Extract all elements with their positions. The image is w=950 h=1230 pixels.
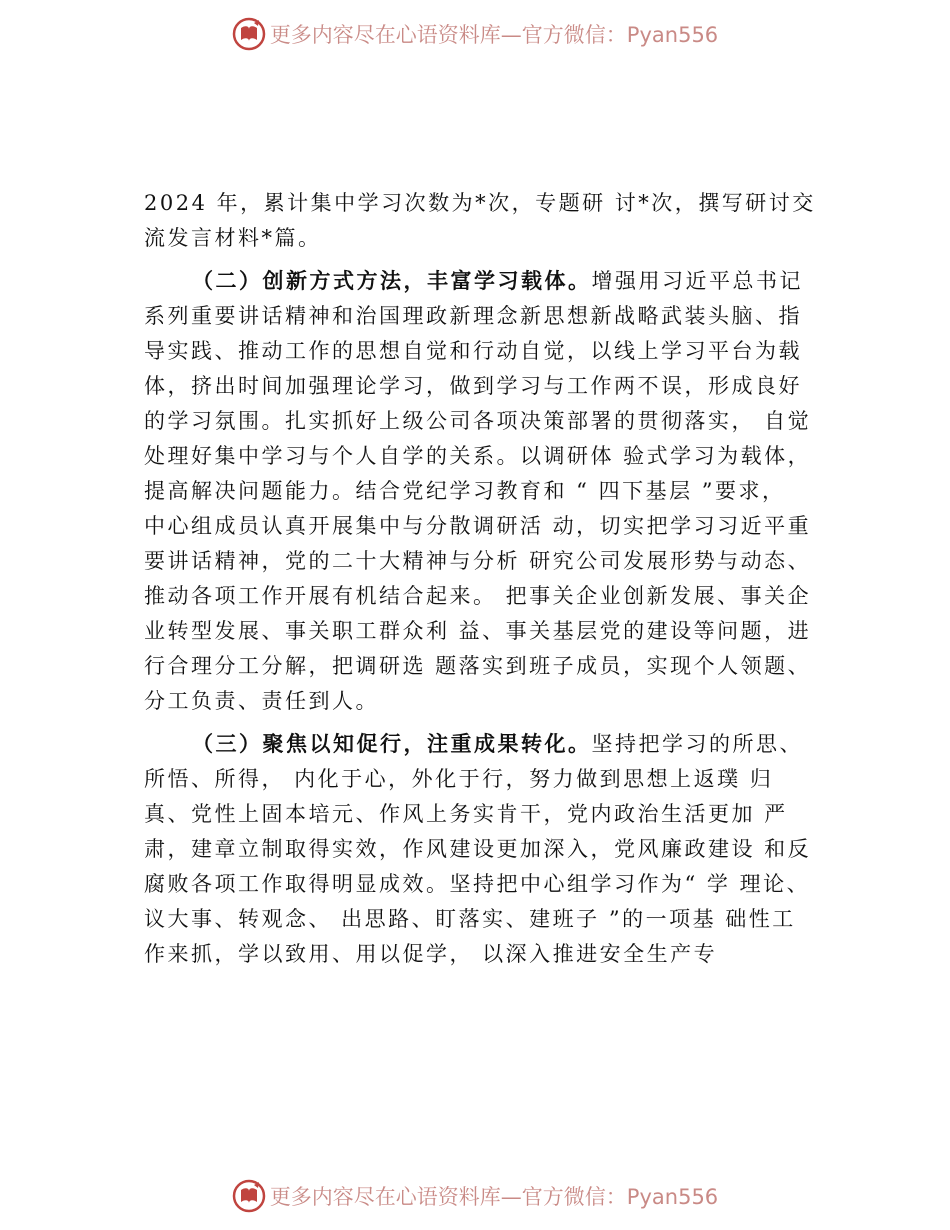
book-logo-icon — [232, 17, 266, 51]
section-2 — [144, 263, 816, 719]
section-3 — [144, 726, 816, 972]
footer-watermark — [0, 1176, 950, 1216]
watermark-text: 更多内容尽在心语资料库—官方微信：Pyan556 — [269, 23, 719, 47]
paragraph-1: 2024 年，累计集中学习次数为*次，专题研 讨*次，撰写研讨交流发言材料*篇。 — [144, 191, 816, 250]
watermark-text: 更多内容尽在心语资料库—官方微信：Pyan556 — [269, 1185, 719, 1209]
section-2-body: 增强用习近平总书记系列重要讲话精神和治国理政新理念新思想新战略武装头脑、指导实践、推动工作的思想自觉和行动自觉，以线上学习平台为载体，挤出时间加强理论学习，做到学习与工作两不误，形成良好的学习氛围。扎实抓好上级公司各项决策部署的贯彻落实， 自觉处理好集中学习与个人自学的关系。以调研体 验式学习为载体，提高解决问题能力。结合党纪学习教育和 “ 四下基层 ”要求， 中心组成员认真开展集中与分散调研活 动，切实把学习习近平重要讲话精神，党的二十大精神与分析 研究公司发展形势与动态、推动各项工作开展有机结合起来。 把事关企业创新发展、事关企业转型发展、事关职工群众利 益、事关基层党的建设等问题，进行合理分工分解，把调研选 题落实到班子成员，实现个人领题、分工负责、责任到人。 — [144, 269, 812, 713]
header-watermark — [0, 14, 950, 54]
section-3-heading: （三）聚焦以知促行，注重成果转化。 — [192, 731, 592, 756]
book-logo-icon — [232, 1179, 266, 1213]
section-3-body: 坚持把学习的所思、所悟、所得， 内化于心，外化于行，努力做到思想上返璞 归真、党性上固本培元、作风上务实肯干，党内政治生活更加 严肃，建章立制取得实效，作风建设更加深入，党风廉政建设 和反腐败各项工作取得明显成效。坚持把中心组学习作为“ 学 理论、议大事、转观念、 出思路、盯落实、建班子 ”的一项基 础性工作来抓，学以致用、用以促学， 以深入推进安全生产专 — [144, 732, 812, 966]
section-2-heading: （二）创新方式方法，丰富学习载体。 — [192, 268, 592, 293]
document-body — [144, 186, 816, 979]
